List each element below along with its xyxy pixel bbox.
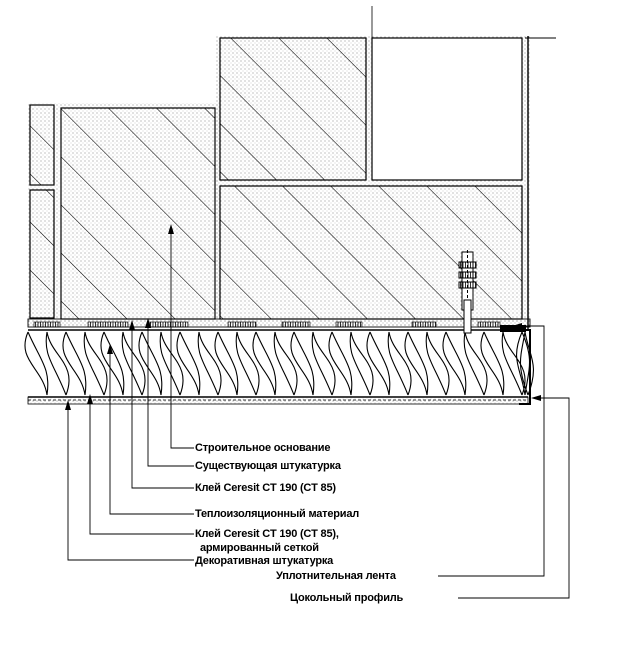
- leader-plinth-profile: [458, 398, 569, 598]
- label-insulation: Теплоизоляционный материал: [195, 508, 360, 520]
- label-existing-plaster: Существующая штукатурка: [195, 460, 341, 472]
- brick-left-bottom: [30, 190, 54, 318]
- brick-bottom-right: [220, 186, 522, 319]
- label-plinth-profile: Цокольный профиль: [290, 592, 404, 604]
- leader-insulation: [110, 352, 194, 514]
- leader-sealing-tape: [438, 326, 544, 576]
- brick-large-left: [61, 108, 215, 319]
- brick-left-top: [30, 105, 54, 185]
- label-reinforced-adhesive-line2: армированный сеткой: [200, 542, 319, 554]
- label-reinforced-adhesive-line1: Клей Ceresit CT 190 (CT 85),: [195, 528, 339, 540]
- label-decorative-plaster: Декоративная штукатурка: [195, 555, 334, 567]
- brick-top-right: [372, 38, 522, 180]
- label-base: Строительное основание: [195, 442, 331, 454]
- finish-layers: [28, 397, 528, 404]
- leader-adhesive: [132, 326, 194, 488]
- insulation-layer: [25, 330, 533, 397]
- brick-top-middle: [220, 38, 366, 180]
- label-sealing-tape: Уплотнительная лента: [276, 570, 396, 582]
- label-adhesive: Клей Ceresit CT 190 (CT 85): [195, 482, 336, 494]
- leader-decorative-plaster: [68, 406, 194, 560]
